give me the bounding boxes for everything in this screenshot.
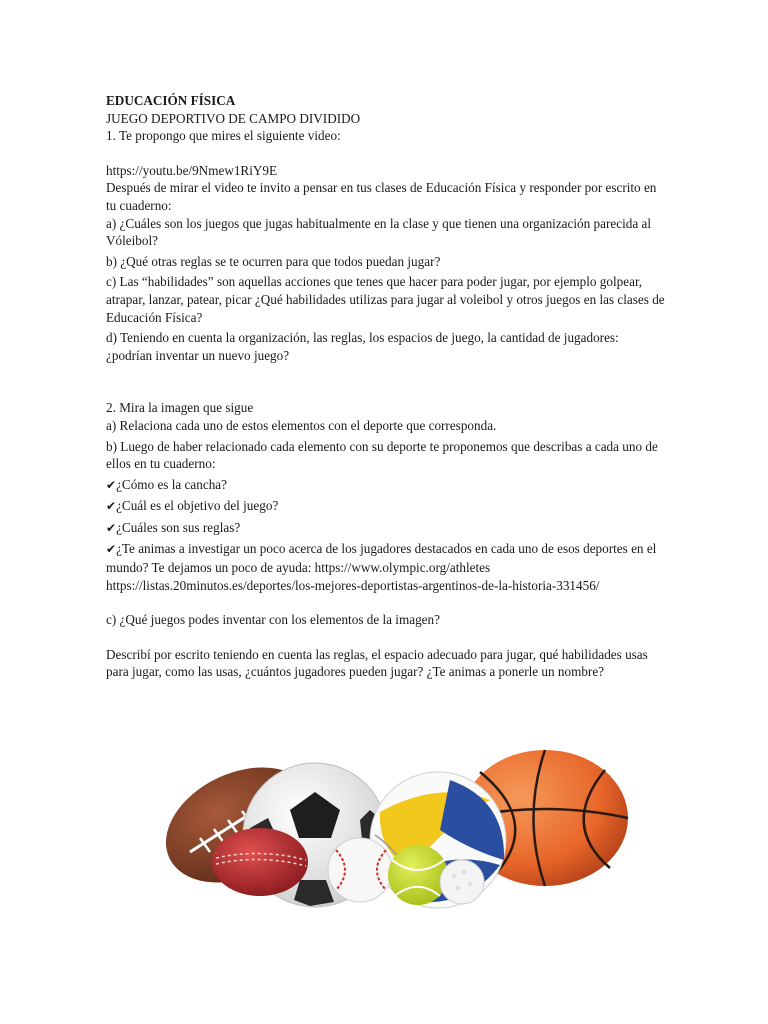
checklist-item xyxy=(106,540,666,576)
checkmark-icon: ✔ xyxy=(106,499,117,514)
resource-link[interactable]: https://listas.20minutos.es/deportes/los-mejores-deportistas-argentinos-de-la-historia-331456/ xyxy=(106,577,600,593)
question-2a: a) Relaciona cada uno de estos elementos con el deporte que corresponda. xyxy=(106,417,497,433)
document-subtitle: JUEGO DEPORTIVO DE CAMPO DIVIDIDO xyxy=(106,110,361,126)
checklist-item xyxy=(106,497,666,516)
checklist-item-text: ¿Cuáles son sus reglas? xyxy=(116,519,241,535)
question-1b: b) ¿Qué otras reglas se te ocurren para que todos puedan jugar? xyxy=(106,253,441,269)
question-1c: c) Las “habilidades” son aquellas acciones que tenes que hacer para poder jugar, por ejemplo golpear, atrapar, lanzar, patear, picar ¿Qué habilidades utilizas para jugar al voleibol y otros juegos en las clases de Educación Física? xyxy=(106,274,665,325)
checkmark-icon: ✔ xyxy=(106,520,117,535)
sports-balls-image xyxy=(150,740,630,910)
checklist-item-text: ¿Te animas a investigar un poco acerca de los jugadores destacados en cada uno de esos deportes en el mundo? Te dejamos un poco de ayuda: https://www.olympic.org/athletes xyxy=(106,541,657,576)
document-title: EDUCACIÓN FÍSICA xyxy=(106,93,236,108)
baseball-icon xyxy=(328,838,392,902)
checklist-item-text: ¿Cómo es la cancha? xyxy=(116,476,228,492)
checkmark-icon: ✔ xyxy=(106,477,117,492)
checklist-item xyxy=(106,476,666,495)
question-1a: a) ¿Cuáles son los juegos que jugas habitualmente en la clase y que tienen una organización parecida al Vóleibol? xyxy=(106,215,652,249)
cricket-ball-icon xyxy=(212,828,308,896)
question-2c: c) ¿Qué juegos podes inventar con los elementos de la imagen? xyxy=(106,612,440,628)
question-1d: d) Teniendo en cuenta la organización, las reglas, los espacios de juego, la cantidad de jugadores: ¿podrían inventar un nuevo juego? xyxy=(106,330,619,363)
after-video-text: Después de mirar el video te invito a pensar en tus clases de Educación Física y responder por escrito en tu cuaderno: xyxy=(106,180,657,213)
checkmark-icon: ✔ xyxy=(106,542,117,557)
question-2b: b) Luego de haber relacionado cada elemento con su deporte te proponemos que describas a cada uno de ellos en tu cuaderno: xyxy=(106,438,658,472)
q1-intro: 1. Te propongo que mires el siguiente video: xyxy=(106,128,341,144)
checklist-item-text: ¿Cuál es el objetivo del juego? xyxy=(116,498,279,514)
closing-instruction: Describí por escrito teniendo en cuenta las reglas, el espacio adecuado para jugar, qué habilidades usas para jugar, como las usas, ¿cuántos jugadores pueden jugar? ¿Te animas a ponerle un nombre? xyxy=(106,646,648,680)
golf-ball-icon xyxy=(440,860,484,904)
q2-intro: 2. Mira la imagen que sigue xyxy=(106,400,254,416)
checklist-item xyxy=(106,519,666,538)
video-link[interactable]: https://youtu.be/9Nmew1RiY9E xyxy=(106,162,278,178)
document-body xyxy=(106,92,666,681)
tennis-ball-icon xyxy=(388,845,448,905)
